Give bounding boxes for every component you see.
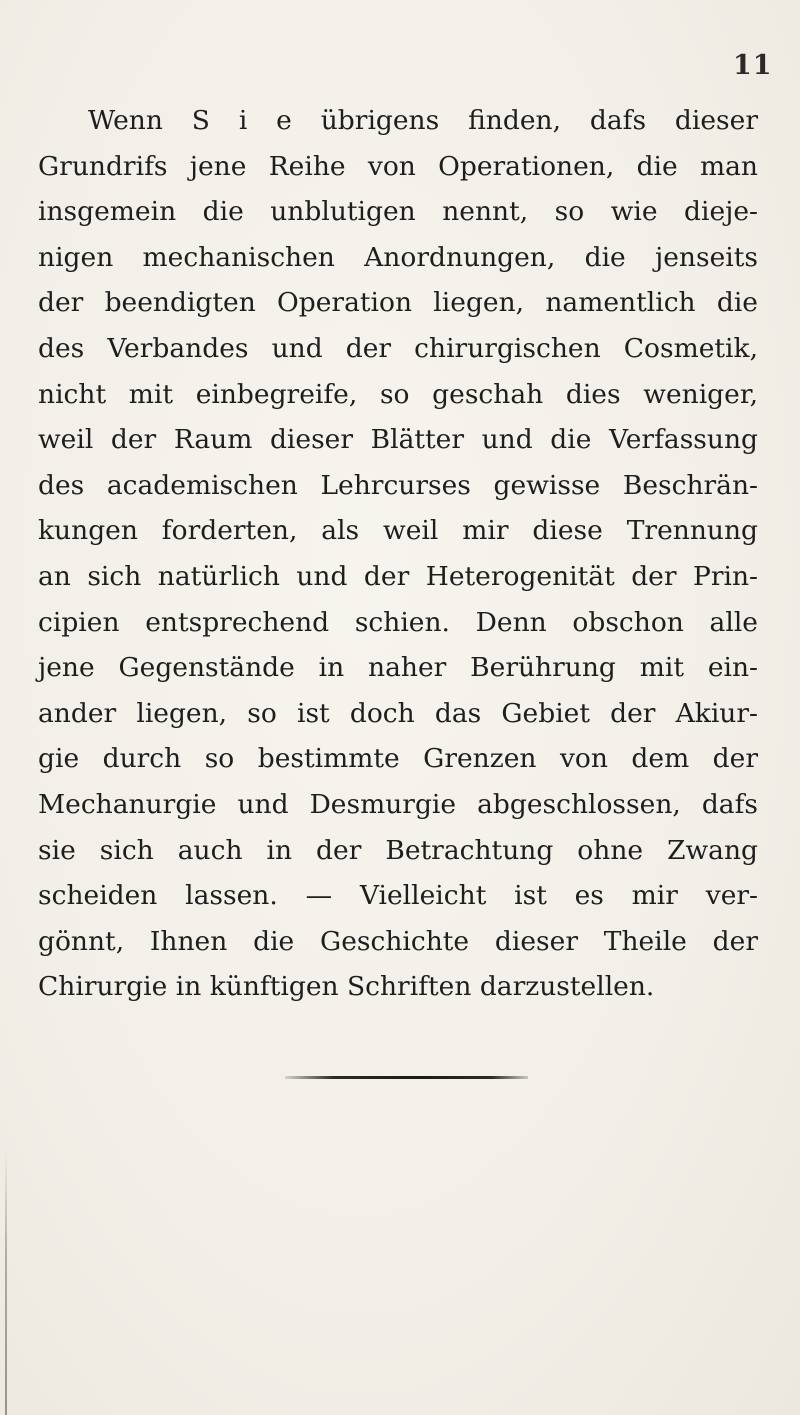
text-line: gönnt, Ihnen die Geschichte dieser Theile der xyxy=(38,925,758,957)
page-edge-shadow xyxy=(5,1150,7,1415)
text-line: nigen mechanischen Anordnungen, die jenseits xyxy=(38,241,758,273)
page-number: 11 xyxy=(733,50,773,81)
text-line: insgemein die unblutigen nennt, so wie dieje- xyxy=(38,196,758,228)
text-line: des academischen Lehrcurses gewisse Beschrän- xyxy=(38,469,758,501)
text-line: des Verbandes und der chirurgischen Cosmetik, xyxy=(38,332,758,364)
text-line: jene Gegenstände in naher Berührung mit ein- xyxy=(38,652,758,684)
text-line: gie durch so bestimmte Grenzen von dem der xyxy=(38,743,758,775)
section-rule xyxy=(285,1076,528,1079)
text-line: cipien entsprechend schien. Denn obschon alle xyxy=(38,606,758,638)
text-line: der beendigten Operation liegen, namentlich die xyxy=(38,287,758,319)
text-line: kungen forderten, als weil mir diese Trennung xyxy=(38,515,758,547)
text-line: Wenn S i e übrigens finden, dafs dieser xyxy=(88,105,758,136)
body-text xyxy=(38,98,758,1010)
text-line: scheiden lassen. — Vielleicht ist es mir ver- xyxy=(38,880,758,912)
text-line: Mechanurgie und Desmurgie abgeschlossen, dafs xyxy=(38,788,758,820)
text-line: Chirurgie in künftigen Schriften darzustellen. xyxy=(38,971,655,1003)
text-line: sie sich auch in der Betrachtung ohne Zwang xyxy=(38,834,758,866)
text-line: weil der Raum dieser Blätter und die Verfassung xyxy=(38,424,758,456)
text-line: ander liegen, so ist doch das Gebiet der Akiur- xyxy=(38,697,758,729)
text-line: Grundrifs jene Reihe von Operationen, die man xyxy=(38,150,758,182)
text-line: nicht mit einbegreife, so geschah dies weniger, xyxy=(38,378,758,410)
text-line: an sich natürlich und der Heterogenität der Prin- xyxy=(38,560,758,592)
